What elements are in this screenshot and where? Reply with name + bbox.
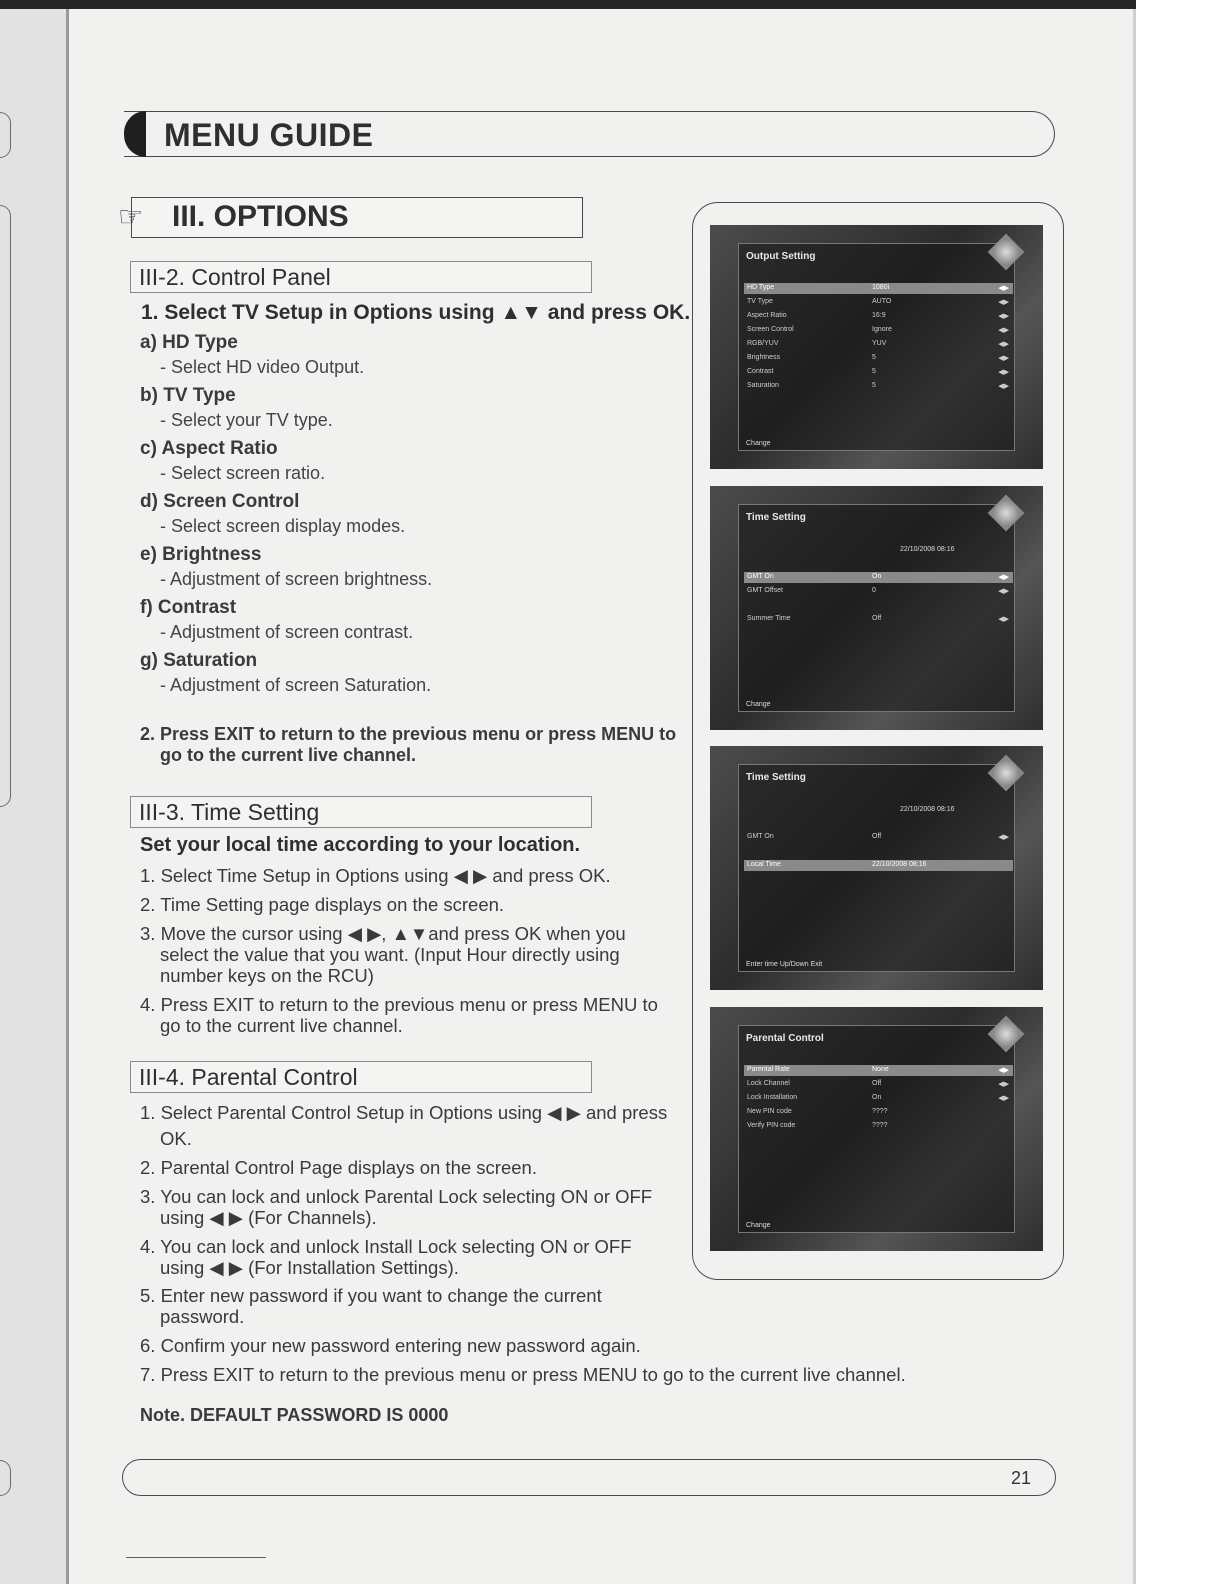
osd-key: Saturation xyxy=(747,382,779,389)
time-setting-heading-box xyxy=(130,796,592,828)
item-label: a) HD Type xyxy=(140,332,238,353)
previous-page-curve-bottom xyxy=(0,1460,11,1496)
osd-value: On xyxy=(872,573,882,580)
item-desc: - Select screen display modes. xyxy=(160,516,406,536)
osd-value: ???? xyxy=(872,1108,888,1115)
time-setting-heading: III-3. Time Setting xyxy=(139,799,320,825)
time-setting-intro: Set your local time according to your location. xyxy=(140,834,581,856)
osd-row xyxy=(744,283,1013,294)
parental-step: 4. You can lock and unlock Install Lock selecting ON or OFF xyxy=(140,1236,632,1257)
control-panel-heading-box xyxy=(130,261,592,293)
osd-row xyxy=(744,572,1013,583)
osd-key: Parental Rate xyxy=(747,1066,790,1073)
osd-row xyxy=(744,311,1013,322)
header-tab-marker xyxy=(124,111,146,157)
osd-value: YUV xyxy=(872,340,887,347)
osd-key: Screen Control xyxy=(747,326,794,333)
osd-value: ???? xyxy=(872,1122,888,1129)
left-right-arrows-icon: ◀▶ xyxy=(998,355,1009,362)
previous-page-frame xyxy=(0,205,11,807)
osd-key: Contrast xyxy=(747,368,774,375)
parental-step: 3. You can lock and unlock Parental Lock selecting ON or OFF xyxy=(140,1186,653,1207)
osd-footer: Change xyxy=(746,1222,771,1229)
osd-key: Verify PIN code xyxy=(747,1122,796,1129)
item-desc: - Adjustment of screen contrast. xyxy=(160,622,414,642)
osd-value: 1080i xyxy=(872,284,890,291)
osd-title: Output Setting xyxy=(746,251,816,262)
time-step: 4. Press EXIT to return to the previous menu or press MENU to xyxy=(140,994,658,1015)
local-time-screenshot xyxy=(710,746,1043,990)
osd-row xyxy=(744,1079,1013,1090)
left-right-arrows-icon: ◀▶ xyxy=(998,369,1009,376)
item-desc: - Adjustment of screen Saturation. xyxy=(160,675,432,695)
osd-key: GMT Offset xyxy=(747,587,783,594)
osd-value: 0 xyxy=(872,587,876,594)
time-step: 1. Select Time Setup in Options using ◀ ▶ and press OK. xyxy=(140,865,611,886)
osd-value: 5 xyxy=(872,368,876,375)
left-right-arrows-icon: ◀▶ xyxy=(998,834,1009,841)
osd-footer: Change xyxy=(746,701,771,708)
item-label: f) Contrast xyxy=(140,597,237,618)
osd-value: Ignore xyxy=(872,326,892,333)
parental-step-cont: password. xyxy=(160,1306,245,1327)
time-step: 3. Move the cursor using ◀ ▶, ▲▼and press OK when you xyxy=(140,923,626,944)
page-right-edge xyxy=(1133,9,1136,1584)
osd-row xyxy=(744,586,1013,597)
item-desc: - Select HD video Output. xyxy=(160,357,365,377)
osd-key: HD Type xyxy=(747,284,775,291)
left-right-arrows-icon: ◀▶ xyxy=(998,313,1009,320)
page-title: MENU GUIDE xyxy=(164,117,374,153)
options-title: III. OPTIONS xyxy=(172,200,349,233)
osd-title: Time Setting xyxy=(746,772,806,783)
osd-footer: Change xyxy=(746,440,771,447)
osd-row xyxy=(744,353,1013,364)
bottom-rule xyxy=(126,1557,266,1558)
osd-value: 5 xyxy=(872,382,876,389)
osd-value: 16:9 xyxy=(872,312,886,319)
osd-key: Brightness xyxy=(747,354,781,361)
osd-key: Lock Installation xyxy=(747,1094,798,1101)
item-label: b) TV Type xyxy=(140,385,236,406)
osd-value: None xyxy=(872,1066,889,1073)
control-panel-heading: III-2. Control Panel xyxy=(139,264,331,290)
page-footer xyxy=(122,1459,1056,1496)
left-right-arrows-icon: ◀▶ xyxy=(998,327,1009,334)
left-right-arrows-icon: ◀▶ xyxy=(998,285,1009,292)
item-desc: - Select your TV type. xyxy=(160,410,333,430)
previous-page-curve-top xyxy=(0,112,11,158)
osd-row xyxy=(744,1065,1013,1076)
item-label: e) Brightness xyxy=(140,544,262,565)
left-right-arrows-icon: ◀▶ xyxy=(998,1095,1009,1102)
menu-guide-header xyxy=(124,111,1055,157)
pointing-hand-icon: ☞ xyxy=(118,201,144,232)
osd-title: Time Setting xyxy=(746,512,806,523)
left-right-arrows-icon: ◀▶ xyxy=(998,574,1009,581)
osd-key: RGB/YUV xyxy=(747,340,779,347)
osd-value: 5 xyxy=(872,354,876,361)
osd-value: 22/10/2008 08:16 xyxy=(872,861,927,868)
left-right-arrows-icon: ◀▶ xyxy=(998,299,1009,306)
parental-control-heading: III-4. Parental Control xyxy=(139,1064,358,1090)
left-right-arrows-icon: ◀▶ xyxy=(998,588,1009,595)
item-label: c) Aspect Ratio xyxy=(140,438,278,459)
default-password-note: Note. DEFAULT PASSWORD IS 0000 xyxy=(140,1405,449,1425)
item-label: d) Screen Control xyxy=(140,491,300,512)
item-label: g) Saturation xyxy=(140,650,258,671)
top-border xyxy=(0,0,1136,9)
osd-key: GMT On xyxy=(747,833,774,840)
page-number: 21 xyxy=(1010,1468,1031,1488)
left-right-arrows-icon: ◀▶ xyxy=(998,341,1009,348)
options-heading-box xyxy=(131,197,583,238)
osd-row xyxy=(744,325,1013,336)
osd-value: Off xyxy=(872,615,882,622)
parental-step-cont: using ◀ ▶ (For Channels). xyxy=(160,1207,377,1228)
control-panel-step-2-cont: go to the current live channel. xyxy=(160,745,417,765)
osd-value: AUTO xyxy=(872,298,892,305)
item-desc: - Adjustment of screen brightness. xyxy=(160,569,433,589)
time-step-cont: go to the current live channel. xyxy=(160,1015,403,1036)
time-setting-screenshot xyxy=(710,486,1043,730)
osd-panel xyxy=(738,504,1015,712)
parental-control-heading-box xyxy=(130,1061,592,1093)
osd-row xyxy=(744,367,1013,378)
osd-row xyxy=(744,381,1013,392)
osd-key: TV Type xyxy=(747,298,773,305)
parental-control-screenshot xyxy=(710,1007,1043,1251)
osd-row xyxy=(744,1107,1013,1118)
osd-footer: Enter time Up/Down Exit xyxy=(746,961,823,968)
output-setting-screenshot xyxy=(710,225,1043,469)
left-right-arrows-icon: ◀▶ xyxy=(998,1081,1009,1088)
left-right-arrows-icon: ◀▶ xyxy=(998,616,1009,623)
time-step: 2. Time Setting page displays on the screen. xyxy=(140,894,505,915)
osd-key: Summer Time xyxy=(747,615,791,622)
osd-row xyxy=(744,297,1013,308)
osd-value: Off xyxy=(872,1080,882,1087)
parental-step: 6. Confirm your new password entering new password again. xyxy=(140,1335,641,1356)
parental-step: 7. Press EXIT to return to the previous menu or press MENU to go to the current live channel. xyxy=(140,1364,906,1385)
osd-title: Parental Control xyxy=(746,1033,824,1044)
left-right-arrows-icon: ◀▶ xyxy=(998,383,1009,390)
parental-step: 2. Parental Control Page displays on the screen. xyxy=(140,1157,537,1178)
osd-row xyxy=(744,339,1013,350)
osd-value: On xyxy=(872,1094,882,1101)
parental-step: 1. Select Parental Control Setup in Options using ◀ ▶ and press xyxy=(140,1102,668,1123)
osd-key: Local Time xyxy=(747,861,781,868)
control-panel-step-1: 1. Select TV Setup in Options using ▲▼ and press OK. xyxy=(141,301,691,324)
time-step-cont: number keys on the RCU) xyxy=(160,965,374,986)
parental-step-cont: using ◀ ▶ (For Installation Settings). xyxy=(160,1257,459,1278)
osd-row xyxy=(744,1093,1013,1104)
osd-date: 22/10/2008 08:16 xyxy=(900,546,955,553)
osd-key: Lock Channel xyxy=(747,1080,790,1087)
osd-row xyxy=(744,614,1013,625)
left-right-arrows-icon: ◀▶ xyxy=(998,1067,1009,1074)
time-step-cont: select the value that you want. (Input Hour directly using xyxy=(160,944,620,965)
osd-row xyxy=(744,832,1013,843)
control-panel-step-2: 2. Press EXIT to return to the previous menu or press MENU to xyxy=(140,724,677,744)
osd-value: Off xyxy=(872,833,882,840)
osd-row xyxy=(744,860,1013,871)
osd-row xyxy=(744,1121,1013,1132)
parental-step: 5. Enter new password if you want to change the current xyxy=(140,1285,602,1306)
osd-date: 22/10/2008 08:16 xyxy=(900,806,955,813)
parental-step-cont: OK. xyxy=(160,1128,192,1149)
osd-key: Aspect Ratio xyxy=(747,312,787,319)
osd-key: GMT On xyxy=(747,573,774,580)
item-desc: - Select screen ratio. xyxy=(160,463,326,483)
osd-key: New PIN code xyxy=(747,1108,792,1115)
